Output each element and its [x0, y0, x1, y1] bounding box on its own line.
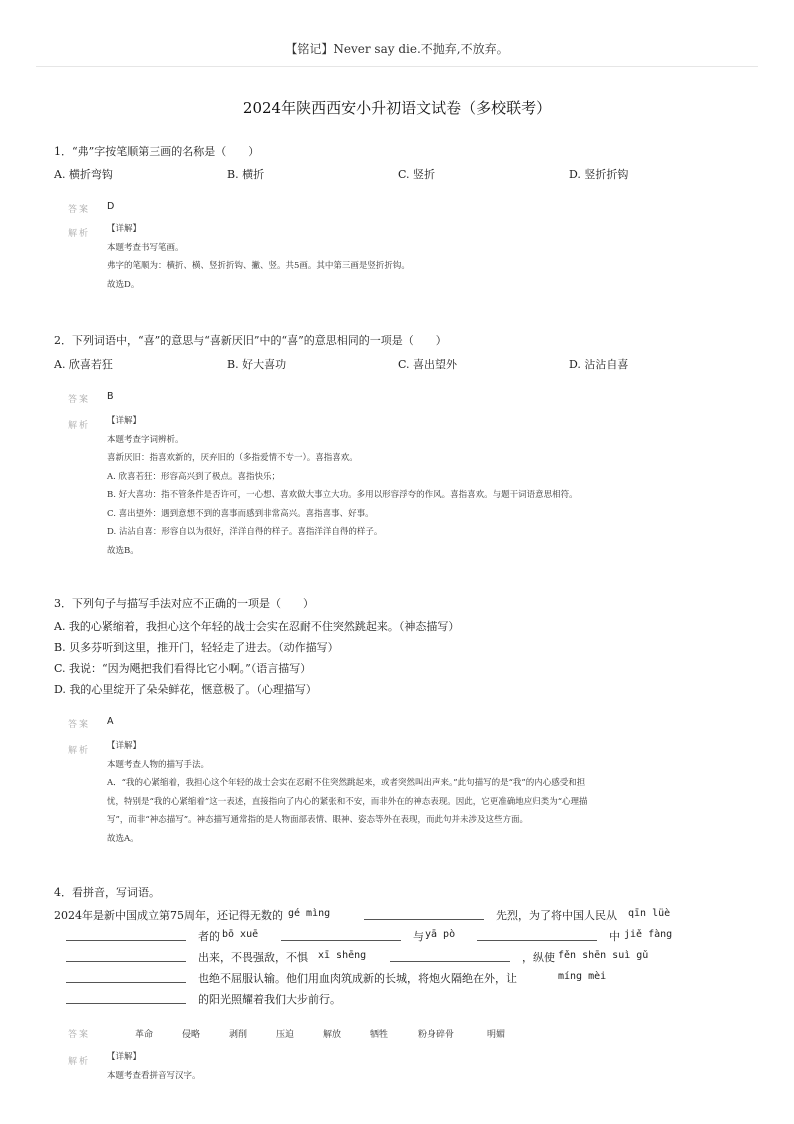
- question-2-option-b: B. 好大喜功: [227, 358, 287, 371]
- q4-row4-text-a: 也绝不屈服认输。他们用血肉筑成新的长城，将炮火隔绝在外，让: [198, 972, 517, 985]
- page-title: 2024年陕西西安小升初语文试卷（多校联考）: [242, 99, 552, 117]
- question-2-analysis-label: 解析: [68, 421, 91, 431]
- question-1-analysis-label: 解析: [68, 229, 91, 239]
- question-4-analysis-label: 解析: [68, 1057, 91, 1067]
- q4-blank-4[interactable]: [477, 940, 597, 941]
- q4-row5-text-a: 的阳光照耀着我们大步前行。: [198, 993, 341, 1006]
- q4-row3-text-a: 出来，不畏强敌，不惧: [198, 951, 308, 964]
- q4-pinyin-7: fěn shēn suì gǔ: [558, 950, 649, 961]
- question-3-option-c: C. 我说：“因为飓把我们看得比它小啊。”（语言描写）: [54, 662, 312, 675]
- question-2-answer: B: [107, 391, 114, 402]
- q4-blank-7[interactable]: [66, 982, 186, 983]
- q4-answer-7: 粉身碎骨: [418, 1030, 455, 1040]
- q4-row3-text-b: ，纵使: [522, 951, 555, 964]
- q4-row2-text-c: 中: [609, 930, 620, 943]
- q4-blank-3[interactable]: [281, 940, 401, 941]
- question-3-option-a: A. 我的心紧缩着，我担心这个年轻的战士会实在忍耐不住突然跳起来。（神态描写）: [54, 620, 460, 633]
- q4-row2-text-a: 者的: [198, 930, 220, 943]
- q4-row2-text-b: 与: [413, 930, 424, 943]
- question-3-option-d: D. 我的心里绽开了朵朵鲜花，惬意极了。（心理描写）: [54, 683, 317, 696]
- question-1-option-a: A. 横折弯钩: [54, 168, 113, 181]
- q4-pinyin-4: yā pò: [425, 929, 456, 940]
- question-3-answer-label: 答案: [68, 720, 91, 730]
- header-motto: 【铭记】Never say die.不抛弃,不放弃。: [285, 42, 509, 56]
- q4-blank-1[interactable]: [364, 919, 484, 920]
- question-1-answer: D: [107, 201, 115, 212]
- q4-answer-6: 牺牲: [370, 1030, 389, 1040]
- q4-pinyin-2: qīn lüè: [628, 908, 671, 919]
- question-1-option-c: C. 竖折: [398, 168, 436, 181]
- q4-answer-8: 明媚: [487, 1030, 506, 1040]
- q4-answer-4: 压迫: [276, 1030, 295, 1040]
- q4-pinyin-6: xī shēng: [318, 950, 367, 961]
- q4-pinyin-3: bō xuē: [222, 929, 259, 940]
- question-2-answer-label: 答案: [68, 395, 91, 405]
- question-2-option-c: C. 喜出望外: [398, 358, 458, 371]
- question-2-option-a: A. 欣喜若狂: [54, 358, 113, 371]
- q4-blank-5[interactable]: [66, 961, 186, 962]
- q4-answer-1: 革命: [135, 1030, 154, 1040]
- q4-answer-3: 剥削: [229, 1030, 248, 1040]
- q4-pinyin-8: míng mèi: [558, 971, 607, 982]
- question-3-analysis-label: 解析: [68, 746, 91, 756]
- question-1-stem: 1．“弗”字按笔顺第三画的名称是（ ）: [54, 145, 260, 158]
- q4-answer-5: 解放: [323, 1030, 342, 1040]
- header-divider: [36, 66, 758, 67]
- q4-blank-6[interactable]: [390, 961, 510, 962]
- q4-answer-2: 侵略: [182, 1030, 201, 1040]
- q4-row1-text-a: 2024年是新中国成立第75周年，还记得无数的: [54, 909, 283, 922]
- question-2-explanation: 【详解】 本题考查字词辨析。 喜新厌旧：指喜欢新的，厌弃旧的（多指爱情不专一）。喜指喜欢。 A. 欣喜若狂：形容高兴到了极点。喜指快乐； B. 好大喜功：指不管条件是否许可，一心想、喜欢做大事立大功。多用以形容浮夸的作风。喜指喜欢。与题干词语意思相符。 C. 喜出望外：遇到意想不到的喜事而感到非常高兴。喜指喜事、好事。 D. 沾沾自喜：形容自以为很好，洋洋自得的样子。喜指洋洋自得的样子。 故选B。: [107, 416, 578, 556]
- question-1-option-b: B. 横折: [227, 168, 265, 181]
- q4-blank-8[interactable]: [66, 1003, 186, 1004]
- question-2-option-d: D. 沾沾自喜: [569, 358, 629, 371]
- question-3-stem: 3．下列句子与描写手法对应不正确的一项是（ ）: [54, 597, 314, 610]
- question-1-answer-label: 答案: [68, 205, 91, 215]
- q4-row1-text-b: 先烈，为了将中国人民从: [496, 909, 617, 922]
- question-1-option-d: D. 竖折折钩: [569, 168, 629, 181]
- question-4-explanation: 【详解】 本题考查看拼音写汉字。: [107, 1052, 201, 1081]
- question-3-option-b: B. 贝多芬听到这里，推开门，轻轻走了进去。（动作描写）: [54, 641, 339, 654]
- question-3-answer: A: [107, 716, 114, 727]
- question-1-explanation: 【详解】 本题考查书写笔画。 弗字的笔顺为：横折、横、竖折折钩、撇、竖。共5画。其中第三画是竖折折钩。 故选D。: [107, 224, 410, 290]
- question-4-stem: 4．看拼音，写词语。: [54, 886, 160, 899]
- question-3-explanation: 【详解】 本题考查人物的描写手法。 A．“我的心紧缩着，我担心这个年轻的战士会实在忍耐不住突然跳起来，或者突然叫出声来。”此句描写的是“我”的内心感受和担 忧，特别是“我的心紧缩着”这一表述，直接指向了内心的紧张和不安，而非外在的神态表现。因此，它更准确地应归类为“心理描 写”，而非“神态描写”。神态描写通常指的是人物面部表情、眼神、姿态等外在表现，而此句并未涉及这些方面。 故选A。: [107, 741, 588, 844]
- question-4-answer-label: 答案: [68, 1030, 91, 1040]
- question-2-stem: 2．下列词语中，“喜”的意思与“喜新厌旧”中的“喜”的意思相同的一项是（ ）: [54, 334, 447, 347]
- q4-blank-2[interactable]: [66, 940, 186, 941]
- q4-pinyin-1: gé mìng: [288, 908, 331, 919]
- q4-pinyin-5: jiě fàng: [624, 929, 673, 940]
